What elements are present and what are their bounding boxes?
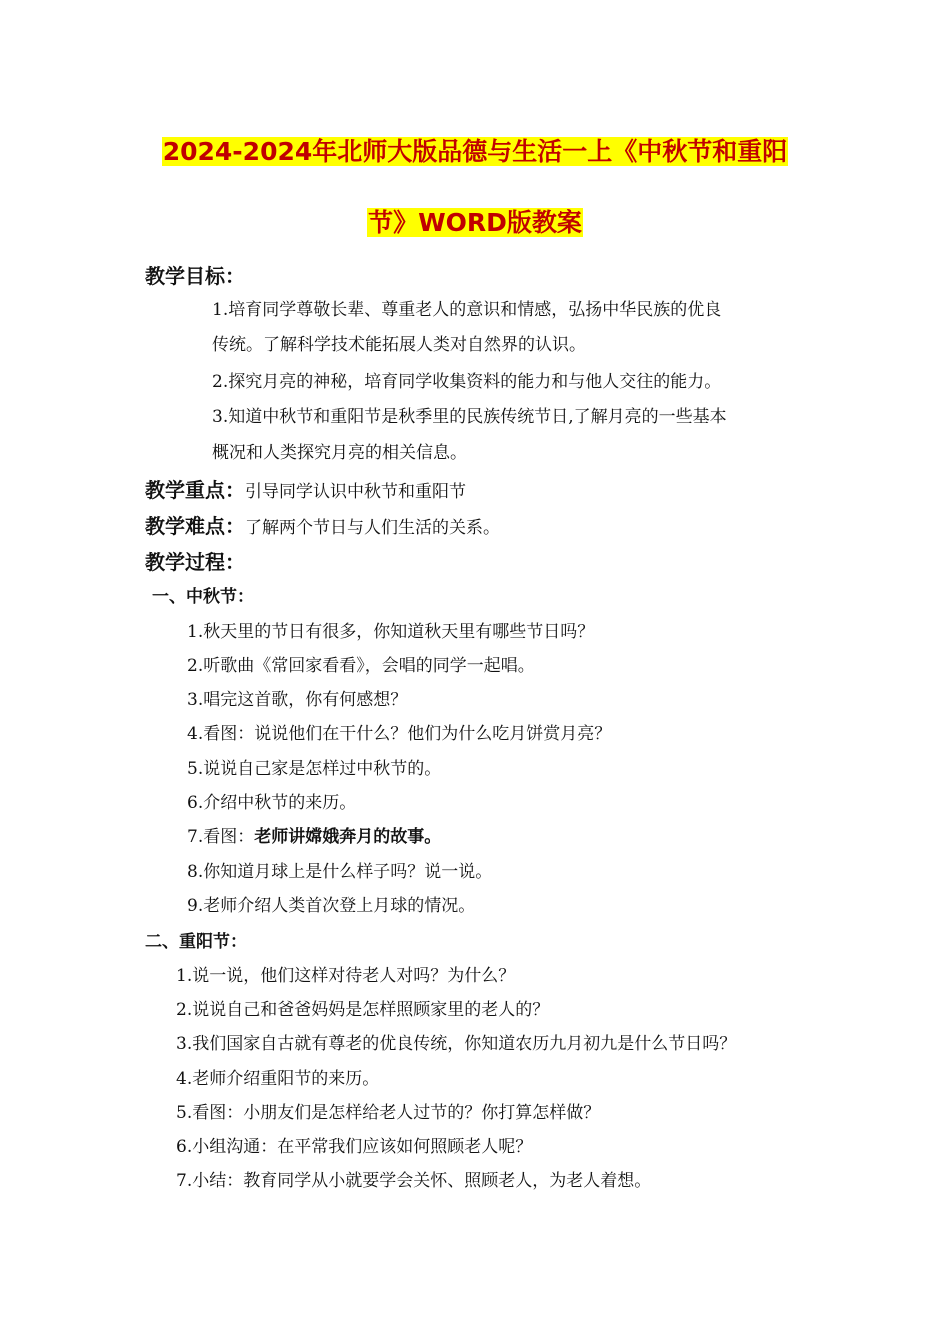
- difficulties: [145, 512, 500, 542]
- objective-1-line-2: 传统。了解科学技术能拓展人类对自然界的认识。: [212, 335, 586, 355]
- difficulties-heading: 教学难点：: [145, 514, 245, 538]
- process-heading: 教学过程：: [145, 550, 245, 574]
- section-1-heading: 一、中秋节：: [152, 587, 254, 607]
- list-item: 3.唱完这首歌，你有何感想？: [187, 690, 408, 710]
- list-item: 1.秋天里的节日有很多，你知道秋天里有哪些节日吗？: [187, 622, 595, 642]
- item-7-prefix: 7.看图：: [187, 827, 255, 847]
- document-title-line-1: 2024-2024年北师大版品德与生活一上《中秋节和重阳: [162, 137, 788, 166]
- objective-3-line-2: 概况和人类探究月亮的相关信息。: [212, 443, 467, 463]
- key-points: [145, 476, 466, 506]
- list-item: 6.小组沟通：在平常我们应该如何照顾老人呢？: [176, 1137, 533, 1157]
- list-item: 2.听歌曲《常回家看看》，会唱的同学一起唱。: [187, 656, 535, 676]
- list-item: 6.介绍中秋节的来历。: [187, 793, 357, 813]
- difficulties-text: 了解两个节日与人们生活的关系。: [245, 518, 500, 538]
- list-item: 3.我们国家自古就有尊老的优良传统，你知道农历九月初九是什么节日吗？: [176, 1034, 737, 1054]
- list-item: [187, 824, 441, 850]
- list-item: 2.说说自己和爸爸妈妈是怎样照顾家里的老人的？: [176, 1000, 550, 1020]
- objective-3-line-1: 3.知道中秋节和重阳节是秋季里的民族传统节日,了解月亮的一些基本: [212, 407, 727, 427]
- document-title-line-2: 节》WORD版教案: [368, 208, 582, 237]
- objective-2: 2.探究月亮的神秘，培育同学收集资料的能力和与他人交往的能力。: [212, 372, 722, 392]
- list-item: 4.老师介绍重阳节的来历。: [176, 1069, 380, 1089]
- objective-1-line-1: 1.培育同学尊敬长辈、尊重老人的意识和情感，弘扬中华民族的优良: [212, 300, 722, 320]
- list-item: 5.看图：小朋友们是怎样给老人过节的？你打算怎样做？: [176, 1103, 601, 1123]
- list-item: 1.说一说，他们这样对待老人对吗？为什么？: [176, 966, 516, 986]
- list-item: 8.你知道月球上是什么样子吗？说一说。: [187, 862, 493, 882]
- list-item: 5.说说自己家是怎样过中秋节的。: [187, 759, 442, 779]
- key-points-text: 引导同学认识中秋节和重阳节: [245, 482, 466, 502]
- section-2-heading: 二、重阳节：: [145, 932, 247, 952]
- list-item: 7.小结：教育同学从小就要学会关怀、照顾老人，为老人着想。: [176, 1171, 652, 1191]
- objectives-heading: 教学目标：: [145, 264, 245, 288]
- list-item: 9.老师介绍人类首次登上月球的情况。: [187, 896, 476, 916]
- list-item: 4.看图：说说他们在干什么？他们为什么吃月饼赏月亮？: [187, 724, 612, 744]
- key-points-heading: 教学重点：: [145, 478, 245, 502]
- item-7-bold-text: 老师讲嫦娥奔月的故事。: [254, 827, 442, 847]
